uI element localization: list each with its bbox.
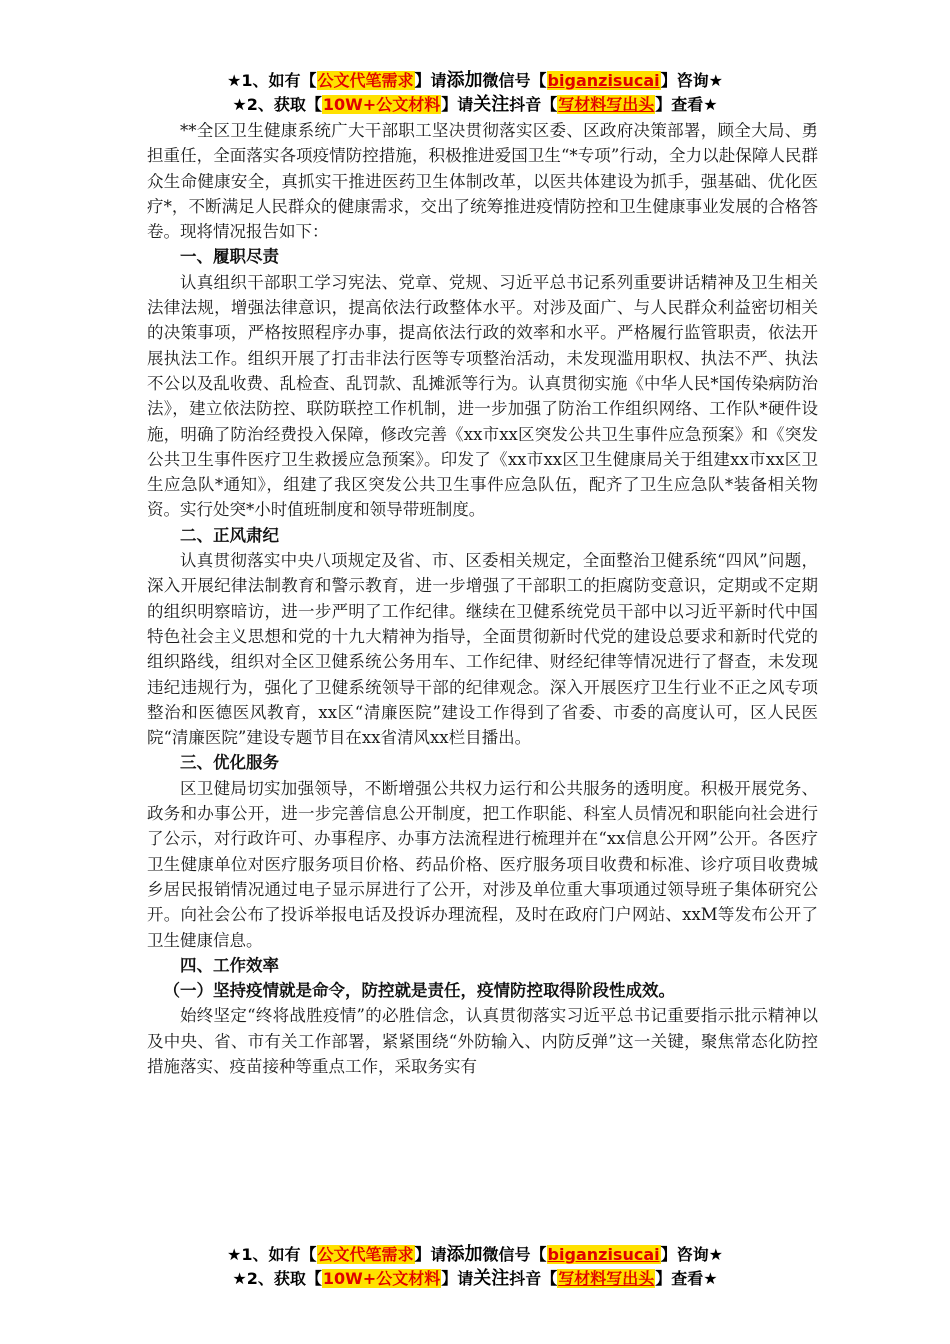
- section-2-title: 二、正风肃纪: [180, 525, 279, 545]
- banner-text: 】查看★: [655, 95, 718, 114]
- banner-text: 】咨询★: [660, 71, 723, 90]
- banner-text: 】请: [414, 1245, 447, 1264]
- banner-text: 】请: [441, 95, 474, 114]
- banner-text: 微信号【: [482, 1245, 547, 1264]
- section-1-body: 认真组织干部职工学习宪法、党章、党规、习近平总书记系列重要讲话精神及卫生相关法律法规，增强法律意识，提高依法行政整体水平。对涉及面广、与人民群众利益密切相关的决策事项，严格按照程序办事，提高依法行政的效率和水平。严格履行监管职责，依法开展执法工作。组织开展了打击非法行医等专项整治活动，未发现滥用职权、执法不严、执法不公以及乱收费、乱检查、乱罚款、乱摊派等行为。认真贯彻实施《中华人民*国传染病防治法》，建立依法防控、联防联控工作机制，进一步加强了防治工作组织网络、工作队*硬件设施，明确了防治经费投入保障，修改完善《xx市xx区突发公共卫生事件应急预案》和《突发公共卫生事件医疗卫生救援应急预案》。印发了《xx市xx区卫生健康局关于组建xx市xx区卫生应急队*通知》，组建了我区突发公共卫生事件应急队伍，配齐了卫生应急队*装备相关物资。实行处突*小时值班制度和领导带班制度。: [147, 272, 818, 520]
- bottom-banner: [0, 1244, 950, 1292]
- banner-emphasis: 关注: [473, 94, 510, 115]
- top-banner: [0, 70, 950, 118]
- section-1-title: 一、履职尽责: [180, 247, 279, 267]
- banner-text: ★2、获取【: [232, 95, 322, 114]
- document-body: [147, 118, 818, 1079]
- section-2-body: 认真贯彻落实中央八项规定及省、市、区委相关规定，全面整治卫健系统“四风”问题，深入开展纪律法制教育和警示教育，进一步增强了干部职工的拒腐防变意识，定期或不定期的组织明察暗访，进一步严明了工作纪律。继续在卫健系统党员干部中以习近平新时代中国特色社会主义思想和党的十九大精神为指导，全面贯彻新时代党的建设总要求和新时代党的组织路线，组织对全区卫健系统公务用车、工作纪律、财经纪律等情况进行了督查，未发现违纪违规行为，强化了卫健系统领导干部的纪律观念。深入开展医疗卫生行业不正之风专项整治和医德医风教育，xx区“清廉医院”建设工作得到了省委、市委的高度认可，区人民医院“清廉医院”建设专题节目在xx省清风xx栏目播出。: [147, 551, 818, 748]
- banner-text: ★1、如有【: [227, 1245, 317, 1264]
- subsection-1-title: （一）坚持疫情就是命令，防控就是责任，疫情防控取得阶段性成效。: [163, 981, 675, 1001]
- banner-emphasis: 添加: [446, 70, 483, 91]
- banner-emphasis: 添加: [446, 1244, 483, 1265]
- banner-line-2: [0, 1268, 950, 1292]
- banner-text: 】请: [441, 1269, 474, 1288]
- subsection-1-body: 始终坚定“终将战胜疫情”的必胜信念，认真贯彻落实习近平总书记重要指示批示精神以及中央、省、市有关工作部署，紧紧围绕“外防输入、内防反弹”这一关键，聚焦常态化防控措施落实、疫苗接种等重点工作，采取务实有: [147, 1006, 818, 1076]
- section-3-body: 区卫健局切实加强领导，不断增强公共权力运行和公共服务的透明度。积极开展党务、政务和办事公开，进一步完善信息公开制度，把工作职能、科室人员情况和职能向社会进行了公示，对行政许可、办事程序、办事方法流程进行梳理并在“xx信息公开网”公开。各医疗卫生健康单位对医疗服务项目价格、药品价格、医疗服务项目收费和标准、诊疗项目收费城乡居民报销情况通过电子显示屏进行了公开，对涉及单位重大事项通过领导班子集体研究公开。向社会公布了投诉举报电话及投诉办理流程，及时在政府门户网站、xxM等发布公开了卫生健康信息。: [147, 778, 818, 950]
- banner-text: ★2、获取【: [232, 1269, 322, 1288]
- banner-text: 微信号【: [482, 71, 547, 90]
- douyin-account-link[interactable]: 写材料写出头: [558, 95, 655, 114]
- banner-highlight: 10W+公文材料: [322, 1269, 441, 1288]
- section-4-title: 四、工作效率: [180, 955, 279, 975]
- banner-line-1: [0, 70, 950, 94]
- banner-text: 抖音【: [509, 1269, 558, 1288]
- banner-text: 】查看★: [655, 1269, 718, 1288]
- banner-emphasis: 关注: [473, 1268, 510, 1289]
- wechat-id-link[interactable]: biganzisucai: [547, 1245, 660, 1264]
- intro-paragraph: **全区卫生健康系统广大干部职工坚决贯彻落实区委、区政府决策部署，顾全大局、勇担重任，全面落实各项疫情防控措施，积极推进爱国卫生“*专项”行动，全力以赴保障人民群众生命健康安全，真抓实干推进医药卫生体制改革，以医共体建设为抓手，强基础、优化医疗*，不断满足人民群众的健康需求，交出了统筹推进疫情防控和卫生健康事业发展的合格答卷。现将情况报告如下：: [147, 121, 818, 242]
- wechat-id-link[interactable]: biganzisucai: [547, 71, 660, 90]
- banner-line-2: [0, 94, 950, 118]
- banner-text: 】请: [414, 71, 447, 90]
- banner-highlight: 公文代笔需求: [317, 1245, 414, 1264]
- banner-highlight: 公文代笔需求: [317, 71, 414, 90]
- douyin-account-link[interactable]: 写材料写出头: [558, 1269, 655, 1288]
- section-3-title: 三、优化服务: [180, 753, 279, 773]
- banner-text: ★1、如有【: [227, 71, 317, 90]
- banner-highlight: 10W+公文材料: [322, 95, 441, 114]
- banner-text: 抖音【: [509, 95, 558, 114]
- banner-text: 】咨询★: [660, 1245, 723, 1264]
- banner-line-1: [0, 1244, 950, 1268]
